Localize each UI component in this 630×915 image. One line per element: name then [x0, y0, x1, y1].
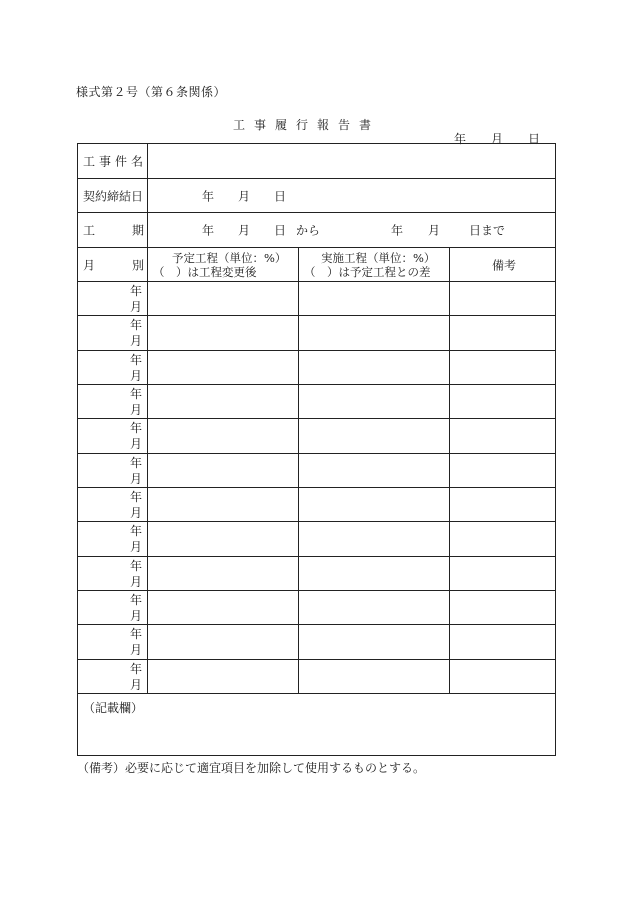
month-row	[78, 557, 555, 591]
progress-table-header	[78, 248, 555, 282]
actual-progress-cell[interactable]	[299, 625, 449, 658]
actual-progress-cell[interactable]	[299, 385, 449, 418]
planned-progress-cell[interactable]	[148, 351, 298, 384]
month-row-year: 年	[130, 318, 143, 333]
month-row-label	[78, 488, 148, 521]
planned-progress-cell[interactable]	[148, 385, 298, 418]
contract-date-row	[78, 179, 555, 213]
construction-period-label: 工 期	[78, 213, 148, 247]
month-row-month: 月	[130, 403, 143, 417]
remarks-cell[interactable]	[450, 351, 555, 384]
month-row-month: 月	[130, 471, 143, 486]
month-row-year: 年	[130, 284, 143, 298]
month-row-month: 月	[130, 574, 143, 589]
month-row-label	[78, 385, 148, 418]
form-id: 様式第２号（第６条関係）	[76, 85, 227, 99]
actual-progress-cell[interactable]	[299, 522, 449, 555]
month-row	[78, 488, 555, 522]
month-row-label	[78, 557, 148, 590]
planned-progress-cell[interactable]	[148, 282, 298, 315]
month-row	[78, 282, 555, 316]
remarks-cell[interactable]	[450, 454, 555, 487]
month-row	[78, 625, 555, 659]
contract-day-label: 日	[274, 189, 287, 203]
period-from-suffix: から	[296, 223, 321, 238]
planned-progress-cell[interactable]	[148, 454, 298, 487]
actual-progress-cell[interactable]	[299, 557, 449, 590]
remarks-cell[interactable]	[450, 488, 555, 521]
planned-progress-cell[interactable]	[148, 625, 298, 658]
actual-progress-cell[interactable]	[299, 454, 449, 487]
planned-progress-cell[interactable]	[148, 660, 298, 693]
month-row	[78, 454, 555, 488]
construction-period-row	[78, 213, 555, 248]
planned-progress-header: 予定工程（単位：%） （ ）は工程変更後	[153, 251, 287, 279]
actual-progress-cell[interactable]	[299, 488, 449, 521]
planned-progress-cell[interactable]	[148, 522, 298, 555]
month-row-label	[78, 660, 148, 693]
month-row-year: 年	[130, 352, 143, 367]
month-row-month: 月	[130, 437, 143, 452]
month-row-year: 年	[130, 524, 143, 539]
month-row-year: 年	[130, 421, 143, 436]
month-row-label	[78, 282, 148, 315]
notes-label: （記載欄）	[83, 701, 144, 715]
month-row-year: 年	[130, 558, 143, 573]
document-title: 工事履行報告書	[233, 118, 381, 132]
report-date-day: 日	[528, 132, 541, 146]
month-row-month: 月	[130, 609, 143, 623]
month-row-month: 月	[130, 677, 143, 692]
month-row-label	[78, 625, 148, 658]
month-row	[78, 591, 555, 625]
planned-progress-cell[interactable]	[148, 591, 298, 624]
month-row-month: 月	[130, 643, 143, 658]
project-name-label: 工事件名	[78, 144, 148, 178]
construction-period-field[interactable]	[148, 213, 555, 247]
month-row-label	[78, 351, 148, 384]
month-row-year: 年	[130, 455, 143, 470]
month-row-year: 年	[130, 490, 143, 504]
month-row	[78, 660, 555, 694]
month-row-year: 年	[130, 627, 143, 642]
report-form-table	[77, 143, 556, 756]
contract-date-field[interactable]	[148, 179, 555, 212]
report-date-month: 月	[491, 132, 504, 146]
month-row-year: 年	[130, 387, 143, 401]
month-row-month: 月	[130, 300, 143, 314]
planned-progress-cell[interactable]	[148, 557, 298, 590]
period-from-year: 年	[202, 223, 215, 238]
remarks-cell[interactable]	[450, 591, 555, 624]
period-from-month: 月	[238, 223, 251, 238]
month-row	[78, 522, 555, 556]
remarks-cell[interactable]	[450, 557, 555, 590]
month-row-label	[78, 316, 148, 349]
remarks-cell[interactable]	[450, 385, 555, 418]
remarks-cell[interactable]	[450, 316, 555, 349]
remarks-cell[interactable]	[450, 419, 555, 452]
month-row	[78, 385, 555, 419]
contract-year-label: 年	[202, 189, 215, 203]
report-date-year: 年	[454, 132, 467, 146]
month-row-month: 月	[130, 368, 143, 383]
project-name-row	[78, 144, 555, 179]
planned-progress-cell[interactable]	[148, 488, 298, 521]
actual-progress-cell[interactable]	[299, 660, 449, 693]
monthly-rows	[78, 282, 555, 694]
month-column-header: 月 別	[78, 248, 148, 281]
remarks-column-header: 備考	[492, 258, 517, 272]
remarks-cell[interactable]	[450, 625, 555, 658]
month-row	[78, 316, 555, 350]
remarks-cell[interactable]	[450, 660, 555, 693]
month-row-year: 年	[130, 593, 143, 607]
actual-progress-cell[interactable]	[299, 419, 449, 452]
actual-progress-cell[interactable]	[299, 282, 449, 315]
footnote: （備考）必要に応じて適宜項目を加除して使用するものとする。	[77, 761, 426, 775]
month-row-label	[78, 522, 148, 555]
actual-progress-header: 実施工程（単位：%） （ ）は予定工程との差	[304, 251, 436, 279]
remarks-cell[interactable]	[450, 282, 555, 315]
period-to-month: 月	[428, 223, 441, 238]
planned-progress-cell[interactable]	[148, 419, 298, 452]
contract-month-label: 月	[238, 189, 251, 203]
month-row-month: 月	[130, 506, 143, 520]
actual-progress-cell[interactable]	[299, 591, 449, 624]
contract-date-label: 契約締結日	[78, 179, 148, 212]
month-row-month: 月	[130, 334, 143, 349]
period-to-day-suffix: 日まで	[469, 223, 506, 238]
month-row-label	[78, 454, 148, 487]
month-row-label	[78, 591, 148, 624]
month-row-month: 月	[130, 540, 143, 555]
period-to-year: 年	[391, 223, 404, 238]
month-row-year: 年	[130, 661, 143, 676]
notes-section[interactable]	[78, 694, 555, 755]
period-from-day: 日	[274, 223, 287, 238]
month-row	[78, 351, 555, 385]
planned-progress-cell[interactable]	[148, 316, 298, 349]
actual-progress-cell[interactable]	[299, 351, 449, 384]
month-row-label	[78, 419, 148, 452]
actual-progress-cell[interactable]	[299, 316, 449, 349]
month-row	[78, 419, 555, 453]
remarks-cell[interactable]	[450, 522, 555, 555]
